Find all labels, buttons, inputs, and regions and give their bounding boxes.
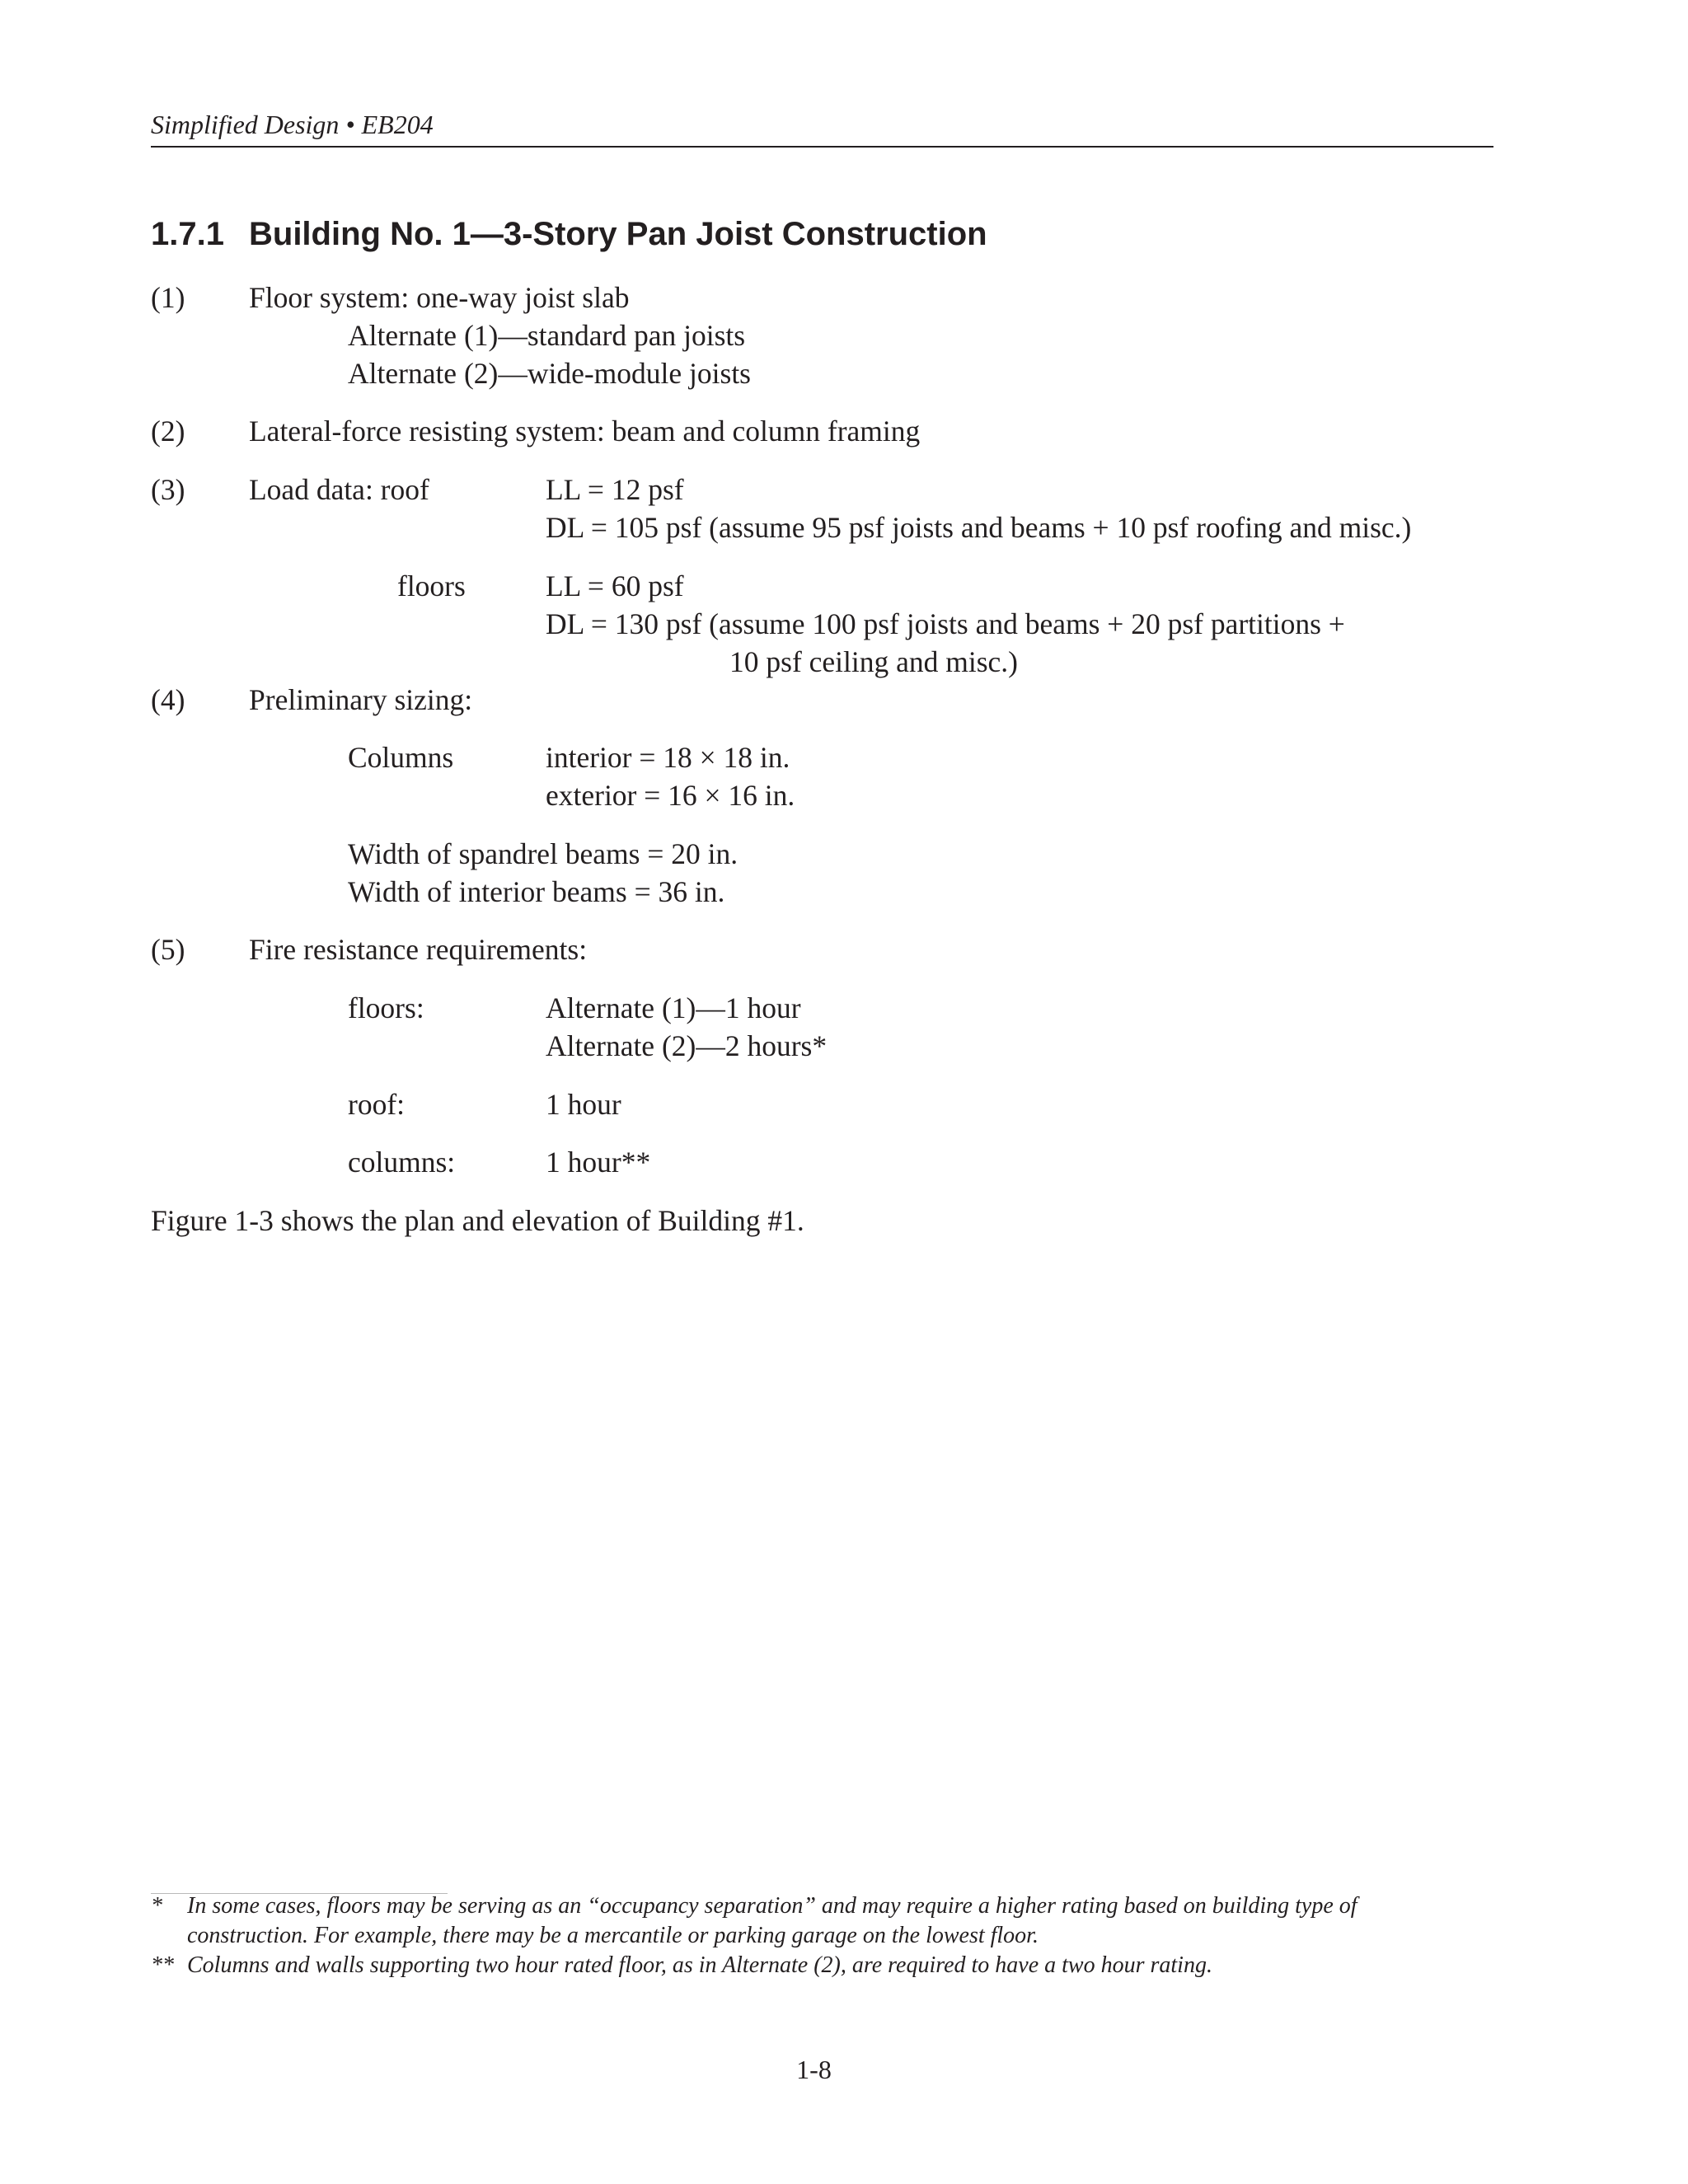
roof-live-load: LL = 12 psf	[546, 473, 684, 506]
floors-dead-load: DL = 130 psf (assume 100 psf joists and beams + 20 psf partitions +	[546, 607, 1345, 640]
item-3-number: (3)	[151, 473, 185, 506]
interior-column-size: interior = 18 × 18 in.	[546, 741, 790, 774]
footnote-2-mark: **	[151, 1952, 174, 1978]
item-1-alternate-1: Alternate (1)—standard pan joists	[348, 319, 746, 352]
footnote-1-mark: *	[151, 1893, 162, 1919]
page-number: 1-8	[796, 2055, 832, 2084]
item-2-lateral-force: Lateral-force resisting system: beam and column framing	[249, 415, 921, 448]
fire-columns-label: columns:	[348, 1146, 456, 1179]
footnote-1-line-1: In some cases, floors may be serving as an “occupancy separation” and may require a higher rating based on building type of	[187, 1893, 1357, 1919]
columns-label: Columns	[348, 741, 454, 774]
header-rule	[151, 146, 1493, 148]
item-5-fire-resistance: Fire resistance requirements:	[249, 933, 588, 966]
footnote-2-text: Columns and walls supporting two hour rated floor, as in Alternate (2), are required to have a two hour rating.	[187, 1952, 1212, 1978]
item-2-number: (2)	[151, 415, 185, 448]
fire-columns-value: 1 hour**	[546, 1146, 651, 1179]
floors-load-label: floors	[397, 569, 466, 602]
fire-floors-alternate-1: Alternate (1)—1 hour	[546, 991, 801, 1024]
floors-live-load: LL = 60 psf	[546, 569, 684, 602]
running-header: Simplified Design • EB204	[151, 110, 434, 139]
fire-floors-alternate-2: Alternate (2)—2 hours*	[546, 1029, 828, 1062]
item-1-number: (1)	[151, 281, 185, 314]
floors-dead-load-continued: 10 psf ceiling and misc.)	[729, 645, 1018, 678]
item-3-load-data-roof-label: Load data: roof	[249, 473, 429, 506]
fire-roof-label: roof:	[348, 1088, 406, 1121]
item-4-preliminary-sizing: Preliminary sizing:	[249, 683, 473, 716]
exterior-column-size: exterior = 16 × 16 in.	[546, 779, 795, 812]
figure-reference-text: Figure 1-3 shows the plan and elevation of Building #1.	[151, 1204, 804, 1237]
item-1-floor-system: Floor system: one-way joist slab	[249, 281, 630, 314]
item-4-number: (4)	[151, 683, 185, 716]
item-1-alternate-2: Alternate (2)—wide-module joists	[348, 357, 751, 390]
fire-floors-label: floors:	[348, 991, 424, 1024]
spandrel-beam-width: Width of spandrel beams = 20 in.	[348, 837, 738, 870]
footnote-1-line-2: construction. For example, there may be a mercantile or parking garage on the lowest floor.	[187, 1923, 1039, 1948]
section-title: Building No. 1—3-Story Pan Joist Construction	[249, 216, 987, 252]
item-5-number: (5)	[151, 933, 185, 966]
interior-beam-width: Width of interior beams = 36 in.	[348, 875, 725, 908]
section-number: 1.7.1	[151, 216, 224, 252]
roof-dead-load: DL = 105 psf (assume 95 psf joists and beams + 10 psf roofing and misc.)	[546, 511, 1412, 544]
fire-roof-value: 1 hour	[546, 1088, 621, 1121]
